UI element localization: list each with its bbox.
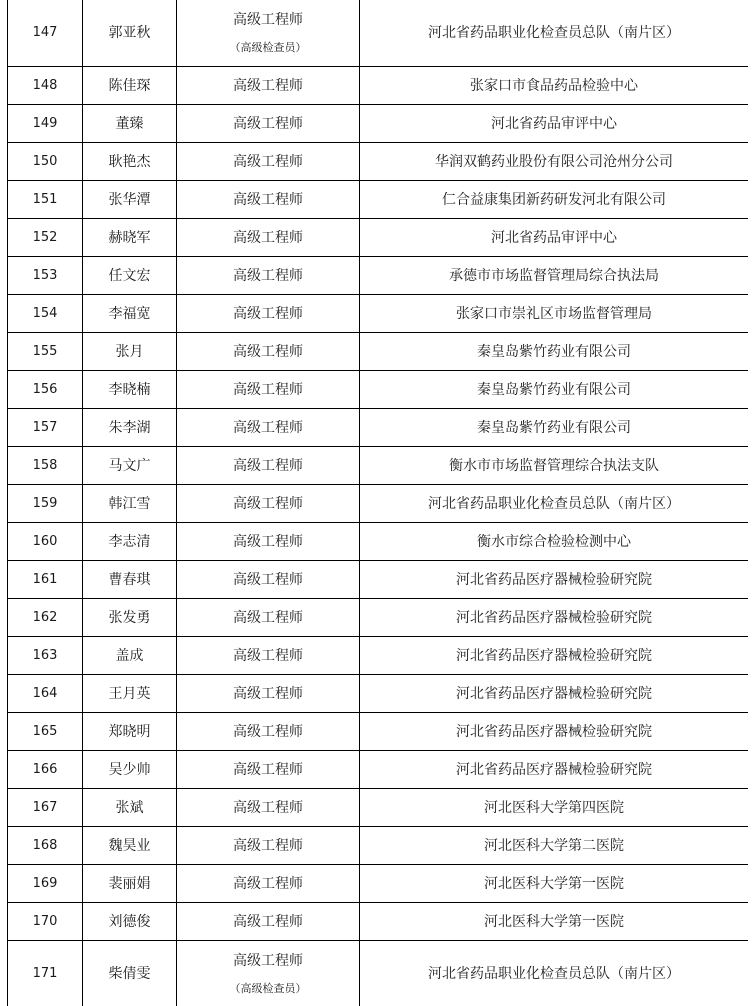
cell-unit: 河北省药品医疗器械检验研究院: [360, 751, 749, 789]
table-row: [8, 371, 749, 409]
cell-number: 165: [8, 713, 83, 751]
cell-title: 高级工程师: [177, 105, 360, 143]
cell-number: 160: [8, 523, 83, 561]
cell-unit: 河北医科大学第一医院: [360, 903, 749, 941]
cell-name: 裴丽娟: [83, 865, 177, 903]
cell-name: 陈佳琛: [83, 67, 177, 105]
cell-number: 152: [8, 219, 83, 257]
table-row: [8, 675, 749, 713]
cell-name: 马文广: [83, 447, 177, 485]
cell-name: 曹春琪: [83, 561, 177, 599]
cell-unit: 衡水市市场监督管理综合执法支队: [360, 447, 749, 485]
cell-title: 高级工程师: [177, 257, 360, 295]
cell-title: 高级工程师: [177, 713, 360, 751]
cell-name: 李晓楠: [83, 371, 177, 409]
cell-unit: 河北省药品职业化检查员总队（南片区）: [360, 0, 749, 67]
table-row: [8, 561, 749, 599]
table-row: [8, 485, 749, 523]
table-row: [8, 523, 749, 561]
cell-name: 张斌: [83, 789, 177, 827]
title-note: （高级检查员）: [229, 982, 307, 995]
cell-name: 张月: [83, 333, 177, 371]
table-row: [8, 333, 749, 371]
cell-number: 159: [8, 485, 83, 523]
cell-name: 郑晓明: [83, 713, 177, 751]
cell-title: 高级工程师: [177, 485, 360, 523]
table-row: [8, 0, 749, 67]
cell-unit: 河北省药品审评中心: [360, 105, 749, 143]
cell-number: 169: [8, 865, 83, 903]
table-row: [8, 105, 749, 143]
cell-unit: 秦皇岛紫竹药业有限公司: [360, 371, 749, 409]
cell-title: 高级工程师: [177, 67, 360, 105]
cell-number: 168: [8, 827, 83, 865]
cell-name: 李志清: [83, 523, 177, 561]
cell-unit: 承德市市场监督管理局综合执法局: [360, 257, 749, 295]
cell-unit: 河北省药品审评中心: [360, 219, 749, 257]
cell-name: 李福宽: [83, 295, 177, 333]
table-row: [8, 827, 749, 865]
cell-number: 156: [8, 371, 83, 409]
cell-name: 耿艳杰: [83, 143, 177, 181]
cell-title: 高级工程师: [177, 219, 360, 257]
cell-title: 高级工程师: [177, 333, 360, 371]
cell-unit: 秦皇岛紫竹药业有限公司: [360, 333, 749, 371]
cell-unit: 河北省药品职业化检查员总队（南片区）: [360, 941, 749, 1006]
cell-number: 151: [8, 181, 83, 219]
cell-number: 155: [8, 333, 83, 371]
cell-title: 高级工程师: [177, 675, 360, 713]
cell-title: 高级工程师: [177, 447, 360, 485]
cell-title: 高级工程师: [177, 827, 360, 865]
cell-unit: 河北省药品医疗器械检验研究院: [360, 675, 749, 713]
cell-name: 郭亚秋: [83, 0, 177, 67]
cell-unit: 衡水市综合检验检测中心: [360, 523, 749, 561]
roster-table: [7, 0, 748, 1006]
cell-title: 高级工程师: [177, 143, 360, 181]
table-row: [8, 789, 749, 827]
cell-number: 150: [8, 143, 83, 181]
cell-number: 167: [8, 789, 83, 827]
table-row: [8, 865, 749, 903]
table-row: [8, 67, 749, 105]
cell-title: 高级工程师: [177, 523, 360, 561]
table-row: [8, 599, 749, 637]
cell-unit: 河北医科大学第一医院: [360, 865, 749, 903]
cell-name: 赫晓军: [83, 219, 177, 257]
cell-title: 高级工程师: [177, 751, 360, 789]
cell-name: 王月英: [83, 675, 177, 713]
cell-title: 高级工程师: [177, 789, 360, 827]
cell-name: 董臻: [83, 105, 177, 143]
table-row: [8, 637, 749, 675]
title-note: （高级检查员）: [229, 41, 307, 54]
cell-title: 高级工程师: [177, 903, 360, 941]
table-row: [8, 219, 749, 257]
table-row: [8, 409, 749, 447]
cell-unit: 河北医科大学第四医院: [360, 789, 749, 827]
cell-unit: 秦皇岛紫竹药业有限公司: [360, 409, 749, 447]
cell-number: 170: [8, 903, 83, 941]
cell-name: 刘德俊: [83, 903, 177, 941]
cell-unit: 河北医科大学第二医院: [360, 827, 749, 865]
table-row: [8, 295, 749, 333]
cell-title: 高级工程师: [177, 599, 360, 637]
cell-unit: 河北省药品医疗器械检验研究院: [360, 561, 749, 599]
cell-name: 韩江雪: [83, 485, 177, 523]
cell-number: 147: [8, 0, 83, 67]
table-row: [8, 257, 749, 295]
cell-number: 164: [8, 675, 83, 713]
cell-number: 162: [8, 599, 83, 637]
cell-unit: 河北省药品职业化检查员总队（南片区）: [360, 485, 749, 523]
cell-title: [177, 0, 360, 67]
cell-title: 高级工程师: [177, 295, 360, 333]
cell-number: 163: [8, 637, 83, 675]
cell-name: 张发勇: [83, 599, 177, 637]
cell-name: 柴倩雯: [83, 941, 177, 1006]
cell-name: 任文宏: [83, 257, 177, 295]
cell-title: 高级工程师: [177, 371, 360, 409]
cell-title: 高级工程师: [177, 181, 360, 219]
cell-title: 高级工程师: [177, 637, 360, 675]
cell-name: 盖成: [83, 637, 177, 675]
cell-number: 148: [8, 67, 83, 105]
cell-name: 张华潭: [83, 181, 177, 219]
roster-sheet: [7, 0, 748, 1006]
table-row: [8, 447, 749, 485]
table-row: [8, 713, 749, 751]
cell-number: 157: [8, 409, 83, 447]
cell-title: 高级工程师: [177, 865, 360, 903]
cell-number: 166: [8, 751, 83, 789]
cell-number: 171: [8, 941, 83, 1006]
table-row: [8, 941, 749, 1006]
title-text: 高级工程师: [233, 12, 303, 28]
cell-unit: 华润双鹤药业股份有限公司沧州分公司: [360, 143, 749, 181]
table-row: [8, 751, 749, 789]
cell-number: 161: [8, 561, 83, 599]
table-row: [8, 143, 749, 181]
cell-unit: 河北省药品医疗器械检验研究院: [360, 599, 749, 637]
cell-number: 154: [8, 295, 83, 333]
cell-unit: 河北省药品医疗器械检验研究院: [360, 637, 749, 675]
cell-number: 153: [8, 257, 83, 295]
cell-title: 高级工程师: [177, 409, 360, 447]
table-row: [8, 181, 749, 219]
cell-title: [177, 941, 360, 1006]
cell-unit: 仁合益康集团新药研发河北有限公司: [360, 181, 749, 219]
cell-unit: 张家口市食品药品检验中心: [360, 67, 749, 105]
cell-number: 158: [8, 447, 83, 485]
cell-name: 吴少帅: [83, 751, 177, 789]
cell-name: 魏昊业: [83, 827, 177, 865]
cell-unit: 张家口市崇礼区市场监督管理局: [360, 295, 749, 333]
cell-name: 朱李湖: [83, 409, 177, 447]
cell-unit: 河北省药品医疗器械检验研究院: [360, 713, 749, 751]
table-row: [8, 903, 749, 941]
cell-number: 149: [8, 105, 83, 143]
title-text: 高级工程师: [233, 953, 303, 969]
cell-title: 高级工程师: [177, 561, 360, 599]
roster-table-body: [8, 0, 749, 1006]
